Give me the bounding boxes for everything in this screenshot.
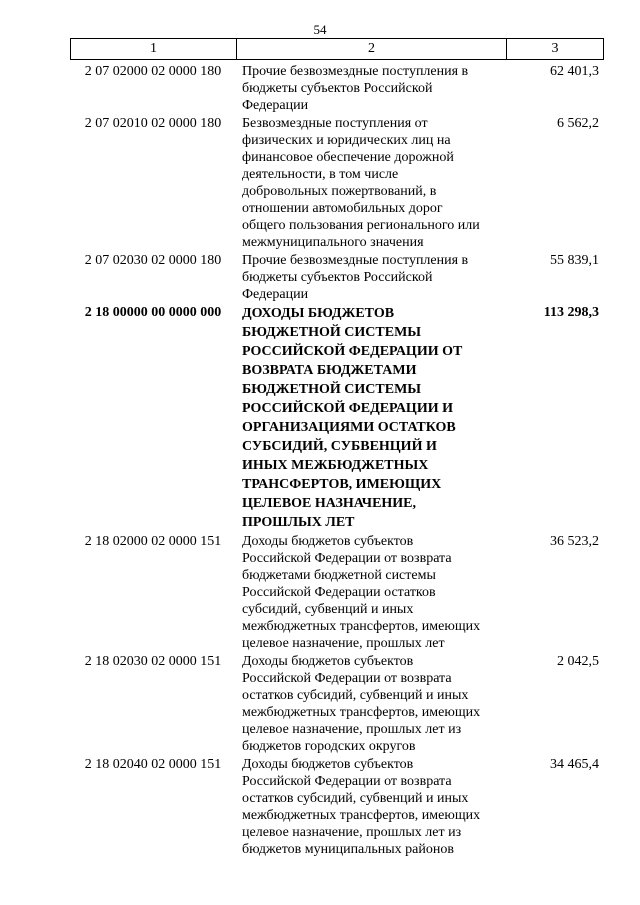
header-col-2: 2	[237, 39, 507, 60]
row-description: Прочие безвозмездные поступления в бюджеты субъектов Российской Федерации	[242, 64, 469, 113]
page-number: 54	[313, 22, 327, 37]
row-description: Доходы бюджетов субъектов Российской Федерации от возврата остатков субсидий, субвенций и иных межбюджетных трансфертов, имеющих целевое назначение, прошлых лет из бюджетов муниципальных районов	[242, 757, 481, 857]
table-row	[70, 304, 603, 532]
row-code: 2 07 02010 02 0000 180	[84, 116, 222, 131]
row-amount: 62 401,3	[550, 64, 599, 79]
row-amount: 55 839,1	[550, 253, 599, 268]
table-header	[70, 38, 604, 60]
row-amount: 2 042,5	[557, 654, 599, 669]
row-code: 2 07 02030 02 0000 180	[84, 253, 222, 268]
table-row	[70, 653, 603, 755]
row-description: ДОХОДЫ БЮДЖЕТОВ БЮДЖЕТНОЙ СИСТЕМЫ РОССИЙСКОЙ ФЕДЕРАЦИИ ОТ ВОЗВРАТА БЮДЖЕТАМИ БЮДЖЕТНОЙ СИСТЕМЫ РОССИЙСКОЙ ФЕДЕРАЦИИ И ОРГАНИЗАЦИЯМИ ОСТАТКОВ СУБСИДИЙ, СУБВЕНЦИЙ И ИНЫХ МЕЖБЮДЖЕТНЫХ ТРАНСФЕРТОВ, ИМЕЮЩИХ ЦЕЛЕВОЕ НАЗНАЧЕНИЕ, ПРОШЛЫХ ЛЕТ	[242, 306, 463, 530]
header-col-3: 3	[507, 39, 604, 60]
row-code: 2 07 02000 02 0000 180	[84, 64, 222, 79]
row-amount: 6 562,2	[557, 116, 599, 131]
header-col-1: 1	[71, 39, 237, 60]
row-description: Безвозмездные поступления от физических и юридических лиц на финансовое обеспечение дорожной деятельности, в том числе добровольных пожертвований, в отношении автомобильных дорог общего пользования регионального или межмуниципального значения	[242, 116, 480, 250]
table-row	[70, 115, 603, 251]
table-row	[70, 63, 603, 114]
row-description: Доходы бюджетов субъектов Российской Федерации от возврата бюджетами бюджетной системы Российской Федерации остатков субсидий, субвенций и иных межбюджетных трансфертов, имеющих целевое назначение, прошлых лет	[242, 534, 481, 651]
row-amount: 113 298,3	[543, 305, 599, 320]
row-description: Доходы бюджетов субъектов Российской Федерации от возврата остатков субсидий, субвенций и иных межбюджетных трансфертов, имеющих целевое назначение, прошлых лет из бюджетов городских округов	[242, 654, 481, 754]
table-row	[70, 533, 603, 652]
table-body	[70, 63, 603, 859]
row-code: 2 18 02030 02 0000 151	[84, 654, 222, 669]
row-amount: 34 465,4	[550, 757, 599, 772]
table-row	[70, 252, 603, 303]
table-row	[70, 756, 603, 858]
row-code: 2 18 02040 02 0000 151	[84, 757, 222, 772]
row-code: 2 18 02000 02 0000 151	[84, 534, 222, 549]
row-amount: 36 523,2	[550, 534, 599, 549]
row-code: 2 18 00000 00 0000 000	[84, 305, 222, 320]
row-description: Прочие безвозмездные поступления в бюджеты субъектов Российской Федерации	[242, 253, 469, 302]
